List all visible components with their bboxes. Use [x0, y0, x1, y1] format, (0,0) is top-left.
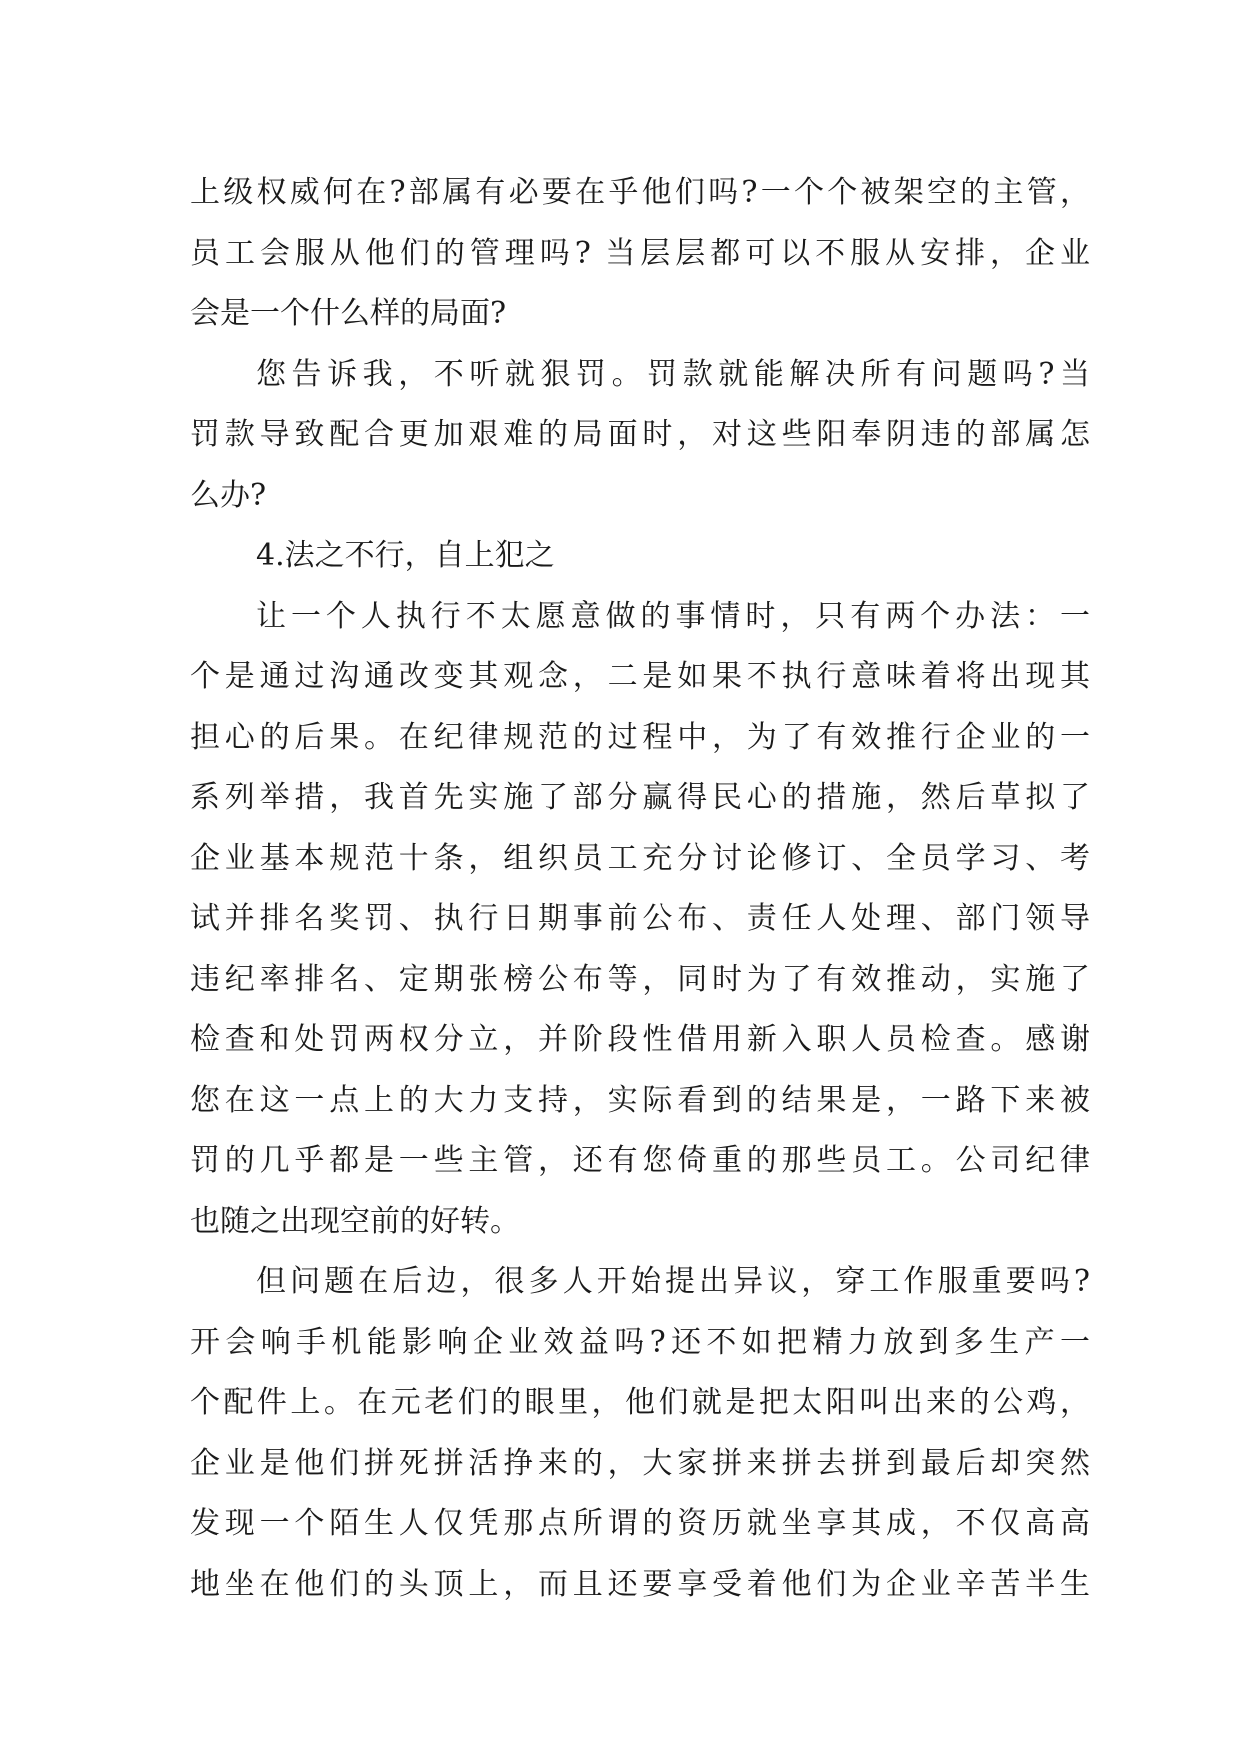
text-line: 您在这一点上的大力支持，实际看到的结果是，一路下来被: [190, 1082, 1090, 1118]
text-line: 也随之出现空前的好转。: [190, 1203, 520, 1239]
text-line: 开会响手机能影响企业效益吗?还不如把精力放到多生产一: [190, 1324, 1090, 1360]
text-line: 地坐在他们的头顶上，而且还要享受着他们为企业辛苦半生: [190, 1566, 1090, 1602]
text-line: 会是一个什么样的局面?: [190, 296, 507, 331]
text-line: 企业基本规范十条，组织员工充分讨论修订、全员学习、考: [190, 840, 1090, 876]
document-body: [190, 163, 1090, 1615]
text-line: 检查和处罚两权分立，并阶段性借用新入职人员检查。感谢: [190, 1022, 1090, 1057]
text-line: 系列举措，我首先实施了部分赢得民心的措施，然后草拟了: [190, 780, 1090, 815]
text-line: 担心的后果。在纪律规范的过程中，为了有效推行企业的一: [190, 719, 1090, 755]
text-line: 罚款导致配合更加艰难的局面时，对这些阳奉阴违的部属怎: [190, 417, 1090, 452]
paragraph-start-line: 但问题在后边，很多人开始提出异议，穿工作服重要吗?: [256, 1264, 1090, 1299]
text-line: 个配件上。在元老们的眼里，他们就是把太阳叫出来的公鸡，: [190, 1385, 1090, 1420]
section-heading: 4.法之不行，自上犯之: [256, 538, 555, 573]
text-line: 个是通过沟通改变其观念，二是如果不执行意味着将出现其: [190, 659, 1090, 694]
text-line: 上级权威何在?部属有必要在乎他们吗?一个个被架空的主管，: [190, 175, 1090, 210]
text-line: 罚的几乎都是一些主管，还有您倚重的那些员工。公司纪律: [190, 1143, 1090, 1178]
text-line: 违纪率排名、定期张榜公布等，同时为了有效推动，实施了: [190, 961, 1090, 997]
text-line: 员工会服从他们的管理吗? 当层层都可以不服从安排，企业: [190, 235, 1090, 271]
text-line: 试并排名奖罚、执行日期事前公布、责任人处理、部门领导: [190, 901, 1090, 936]
text-line: 发现一个陌生人仅凭那点所谓的资历就坐享其成，不仅高高: [190, 1506, 1090, 1541]
text-line: 企业是他们拼死拼活挣来的，大家拼来拼去拼到最后却突然: [190, 1445, 1090, 1481]
paragraph-start-line: 让一个人执行不太愿意做的事情时，只有两个办法：一: [256, 598, 1090, 634]
text-line: 么办?: [190, 477, 267, 513]
paragraph-start-line: 您告诉我，不听就狠罚。罚款就能解决所有问题吗?当: [256, 356, 1090, 392]
